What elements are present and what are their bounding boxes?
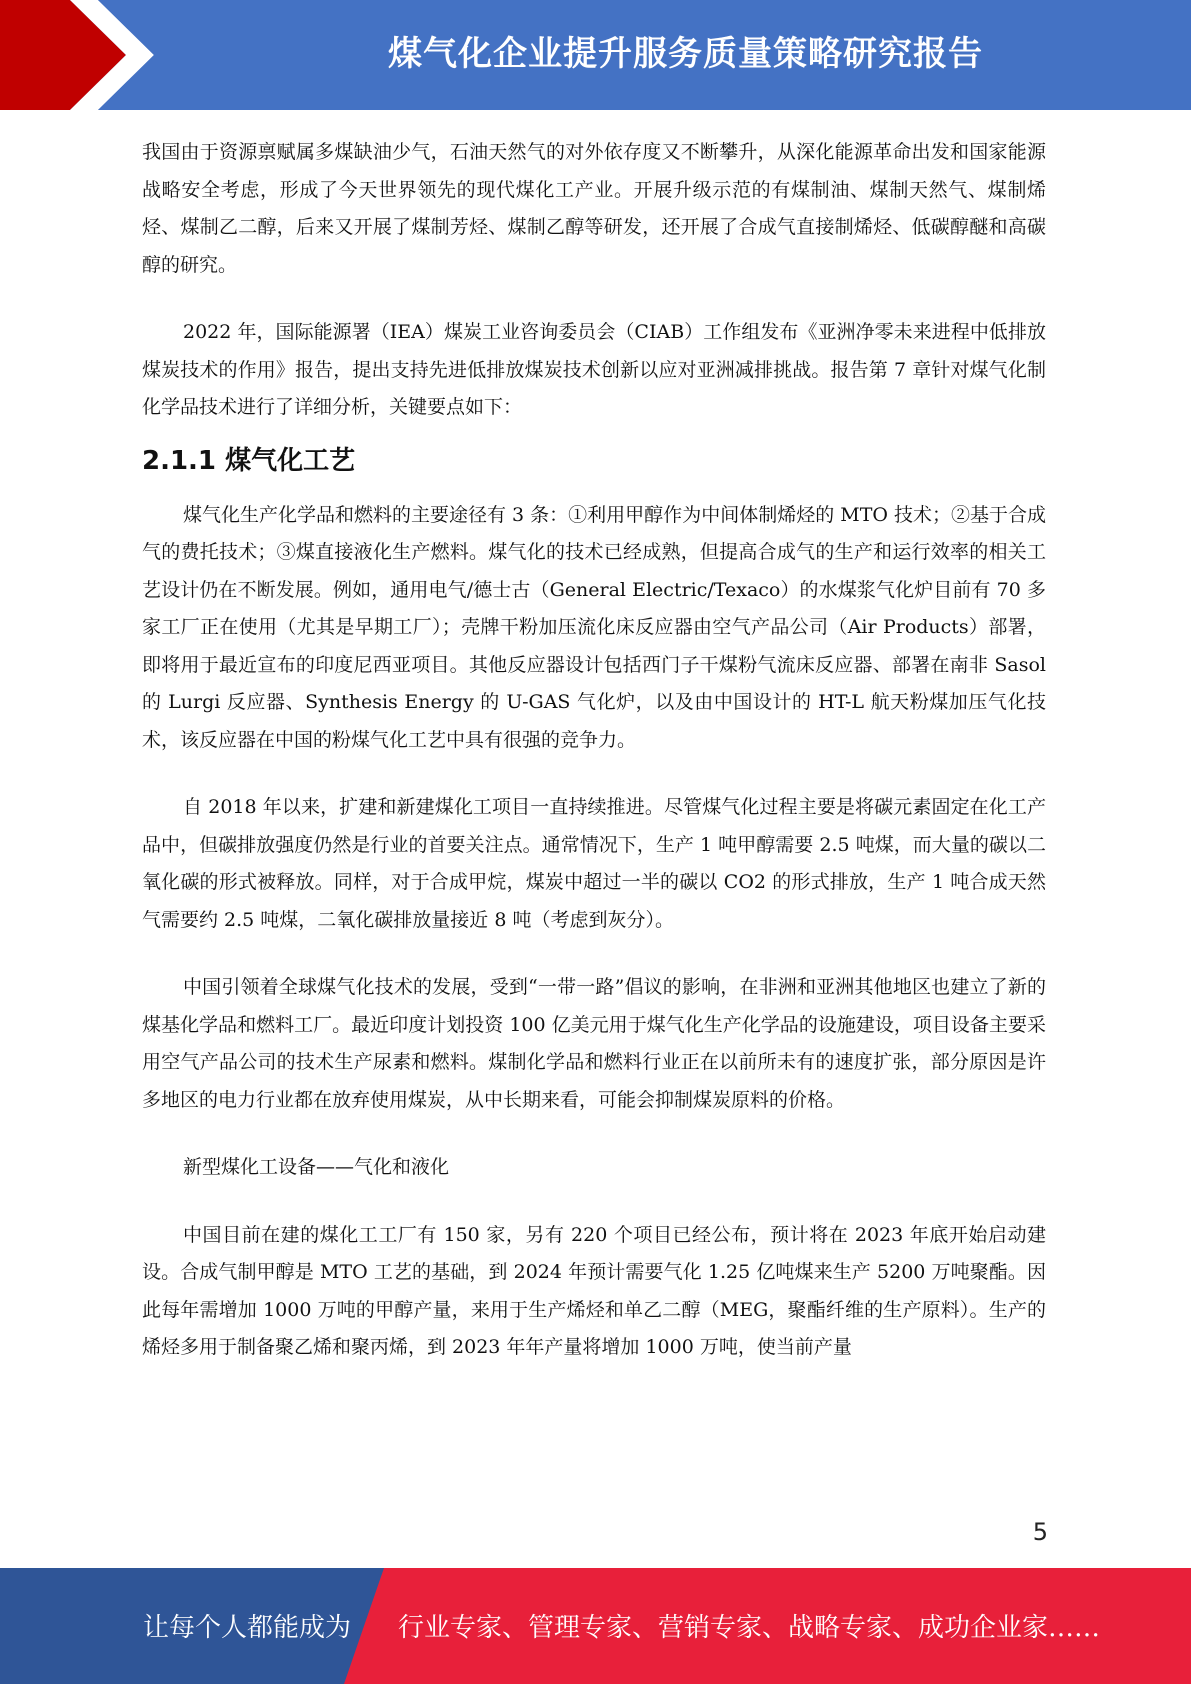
- paragraph-3: 煤气化生产化学品和燃料的主要途径有 3 条：①利用甲醇作为中间体制烯烃的 MTO 技术；②基于合成气的费托技术；③煤直接液化生产燃料。煤气化的技术已经成熟，但提高合成气的生产和运行效率的相关工艺设计仍在不断发展。例如，通用电气/德士古（General Electric/Texaco）的水煤浆气化炉目前有 70 多家工厂正在使用（尤其是早期工厂）；壳牌干粉加压流化床反应器由空气产品公司（Air Products）部署，即将用于最近宣布的印度尼西亚项目。其他反应器设计包括西门子干煤粉气流床反应器、部署在南非 Sasol 的 Lurgi 反应器、Synthesis Energy 的 U-GAS 气化炉，以及由中国设计的 HT-L 航天粉煤加压气化技术，该反应器在中国的粉煤气化工艺中具有很强的竞争力。: [142, 503, 1046, 751]
- header-arrow-decoration: [0, 0, 160, 110]
- page-header: [0, 0, 1191, 110]
- paragraph-7: 中国目前在建的煤化工工厂有 150 家，另有 220 个项目已经公布，预计将在 2023 年底开始启动建设。合成气制甲醇是 MTO 工艺的基础，到 2024 年预计需要气化 1.25 亿吨煤来生产 5200 万吨聚酯。因此每年需增加 1000 万吨的甲醇产量，来用于生产烯烃和单乙二醇（MEG，聚酯纤维的生产原料）。生产的烯烃多用于制备聚乙烯和聚丙烯，到 2023 年年产量将增加 1000 万吨，使当前产量: [142, 1223, 1046, 1358]
- footer-slogan-left: 让每个人都能成为: [143, 1613, 352, 1643]
- paragraph-1: 我国由于资源禀赋属多煤缺油少气，石油天然气的对外依存度又不断攀升，从深化能源革命出发和国家能源战略安全考虑，形成了今天世界领先的现代煤化工产业。开展升级示范的有煤制油、煤制天然气、煤制烯烃、煤制乙二醇，后来又开展了煤制芳烃、煤制乙醇等研发，还开展了合成气直接制烯烃、低碳醇醚和高碳醇的研究。: [142, 141, 1046, 276]
- paragraph-4: 自 2018 年以来，扩建和新建煤化工项目一直持续推进。尽管煤气化过程主要是将碳元素固定在化工产品中，但碳排放强度仍然是行业的首要关注点。通常情况下，生产 1 吨甲醇需要 2.5 吨煤，而大量的碳以二氧化碳的形式被释放。同样，对于合成甲烷，煤炭中超过一半的碳以 CO2 的形式排放，生产 1 吨合成天然气需要约 2.5 吨煤，二氧化碳排放量接近 8 吨（考虑到灰分）。: [142, 796, 1046, 931]
- page-number: 5: [1032, 1518, 1048, 1546]
- document-title: 煤气化企业提升服务质量策略研究报告: [388, 34, 983, 74]
- section-heading: 2.1.1 煤气化工艺: [142, 445, 356, 476]
- page-footer: [0, 1568, 1191, 1684]
- paragraph-5: 中国引领着全球煤气化技术的发展，受到“一带一路”倡议的影响，在非洲和亚洲其他地区也建立了新的煤基化学品和燃料工厂。最近印度计划投资 100 亿美元用于煤气化生产化学品的设施建设，项目设备主要采用空气产品公司的技术生产尿素和燃料。煤制化学品和燃料行业正在以前所未有的速度扩张，部分原因是许多地区的电力行业都在放弃使用煤炭，从中长期来看，可能会抑制煤炭原料的价格。: [142, 976, 1046, 1111]
- paragraph-6: 新型煤化工设备——气化和液化: [183, 1156, 450, 1178]
- footer-slogan-right: 行业专家、管理专家、营销专家、战略专家、成功企业家……: [398, 1613, 1101, 1643]
- paragraph-2: 2022 年，国际能源署（IEA）煤炭工业咨询委员会（CIAB）工作组发布《亚洲净零未来进程中低排放煤炭技术的作用》报告，提出支持先进低排放煤炭技术创新以应对亚洲减排挑战。报告第 7 章针对煤气化制化学品技术进行了详细分析，关键要点如下：: [142, 321, 1046, 418]
- document-body: [142, 134, 1046, 1367]
